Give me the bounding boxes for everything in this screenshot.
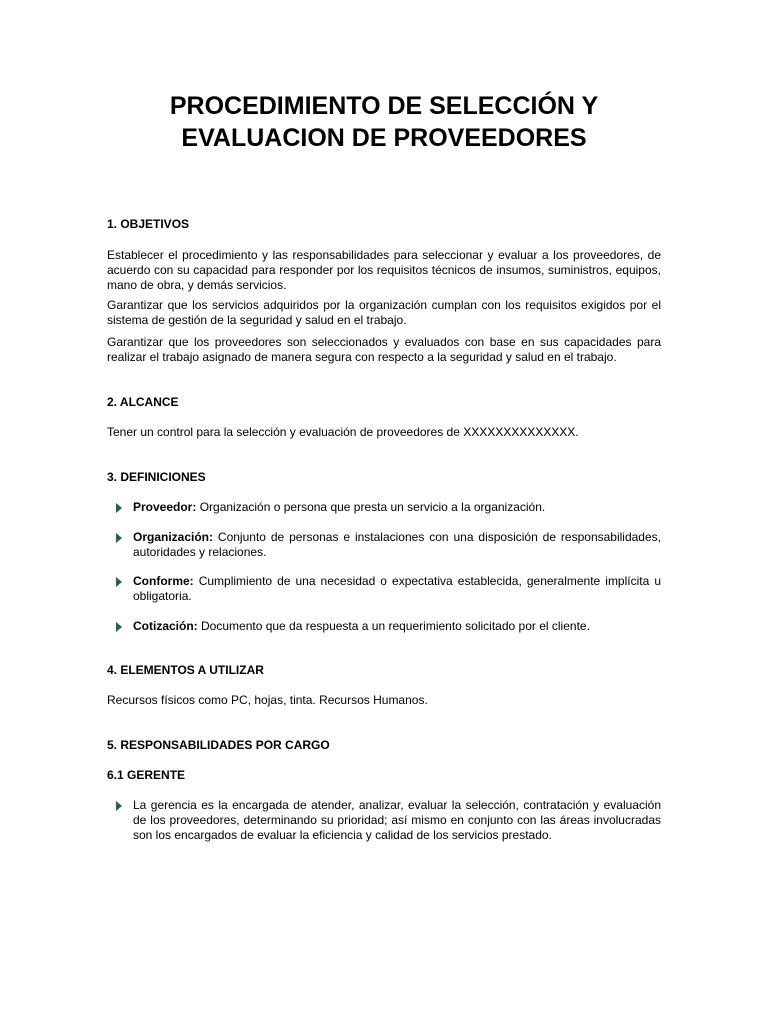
section-heading-definiciones: 3. DEFINICIONES	[107, 470, 206, 484]
definition-text	[133, 500, 661, 515]
definition-description: Documento que da respuesta a un requerimiento solicitado por el cliente.	[197, 619, 590, 633]
section-heading-elementos: 4. ELEMENTOS A UTILIZAR	[107, 663, 264, 677]
section-heading-responsabilidades: 5. RESPONSABILIDADES POR CARGO	[107, 738, 330, 752]
definition-text	[133, 574, 661, 604]
title-line-1: PROCEDIMIENTO DE SELECCIÓN Y	[169, 92, 599, 120]
definition-item	[116, 500, 661, 515]
definition-term: Conforme:	[133, 574, 194, 588]
definition-term: Proveedor:	[133, 500, 197, 514]
definition-text	[133, 530, 661, 560]
sub-heading-gerente: 6.1 GERENTE	[107, 768, 186, 782]
section-heading-alcance: 2. ALCANCE	[107, 395, 179, 409]
definition-description: Organización o persona que presta un servicio a la organización.	[196, 500, 546, 514]
definition-item	[116, 530, 661, 560]
responsibility-text: La gerencia es la encargada de atender, analizar, evaluar la selección, contratación y evaluación de los proveedores, determinando su prioridad; así mismo en conjunto con las áreas involucradas son los encargados de evaluar la eficiencia y calidad de los servicios prestado.	[133, 798, 661, 842]
triangle-right-icon	[116, 533, 122, 543]
objetivos-paragraph-3: Garantizar que los proveedores son seleccionados y evaluados con base en sus capacidades para realizar el trabajo asignado de manera segura con respecto a la seguridad y salud en el trabajo.	[107, 335, 661, 364]
title-line-2: EVALUACION DE PROVEEDORES	[181, 124, 587, 152]
definition-description: Cumplimiento de una necesidad o expectativa establecida, generalmente implícita u obligatoria.	[133, 574, 661, 603]
triangle-right-icon	[116, 801, 122, 811]
objetivos-paragraph-2: Garantizar que los servicios adquiridos por la organización cumplan con los requisitos exigidos por el sistema de gestión de la seguridad y salud en el trabajo.	[107, 298, 661, 327]
section-heading-objetivos: 1. OBJETIVOS	[107, 217, 190, 231]
objetivos-paragraph-1: Establecer el procedimiento y las responsabilidades para seleccionar y evaluar a los proveedores, de acuerdo con su capacidad para responder por los requisitos técnicos de insumos, suministros, equipos, mano de obra, y demás servicios.	[107, 248, 661, 292]
triangle-right-icon	[116, 503, 122, 513]
alcance-text: Tener un control para la selección y evaluación de proveedores de XXXXXXXXXXXXXX.	[107, 425, 579, 439]
document-title	[0, 90, 768, 154]
definition-item	[116, 574, 661, 604]
responsibility-item	[116, 798, 661, 843]
definition-term: Organización:	[133, 530, 214, 544]
elementos-text: Recursos físicos como PC, hojas, tinta. Recursos Humanos.	[107, 693, 428, 707]
definition-item	[116, 619, 661, 634]
triangle-right-icon	[116, 622, 122, 632]
triangle-right-icon	[116, 577, 122, 587]
definition-text	[133, 619, 661, 634]
definition-term: Cotización:	[133, 619, 198, 633]
definition-description: Conjunto de personas e instalaciones con una disposición de responsabilidades, autoridades y relaciones.	[133, 530, 661, 559]
